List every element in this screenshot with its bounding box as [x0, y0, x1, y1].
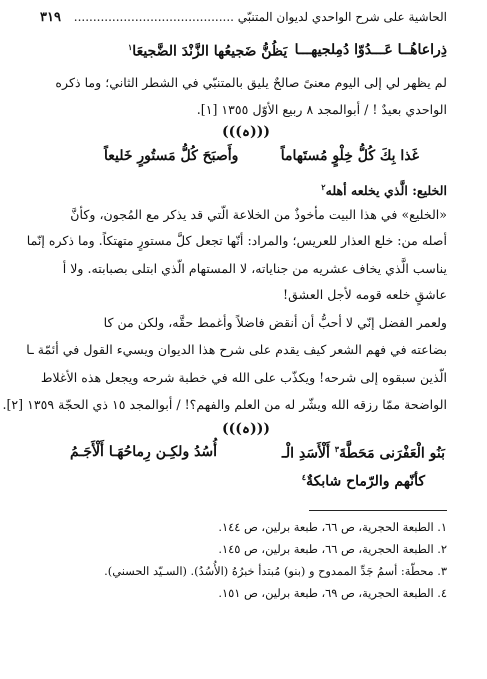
para2-line1: «الخليع» في هذا البيت مأخوذٌ من الخلاعة الّتي قد يذكر مع المُجون، وكأنَّ — [70, 207, 447, 222]
footnote-marker: ٤ — [301, 472, 307, 482]
footnote-marker: ٢ — [321, 182, 326, 192]
para3-line4: الواضحة ممّا رزقه الله ويشّر له من العلم والفهم؟! / أبوالمجد ١٥ ذي الحجّة ١٣٥٩ [٢]. — [2, 397, 447, 412]
footnote-marker: ١ — [128, 42, 133, 52]
para1-line1: لم يظهر لي إلى اليوم معنىً صالحٌ يليق بالمتنبّي في الشطر الثاني؛ وما ذكره — [55, 75, 447, 90]
footnote-1: ١. الطبعة الحجرية، ص ٦٦، طبعة برلين، ص ١٤٤. — [218, 520, 447, 534]
footnote-3: ٣. محطّة: أسمُ جَدِّ الممدوح و (بنو) مُبتدأ خبرُهُ (الأُسُدُ). (السـيّد الحسني). — [104, 564, 447, 578]
verse2-second-hemistich: وأَصبَحَ كُلُّ مَستُورٍ خَليعاً — [104, 148, 239, 164]
running-title: الحاشية على شرح الواحدي لديوان المتنبّي .......................................... — [73, 10, 447, 24]
verse3-continuation: كأنّهم والرّماح شابكةٌ$^٤$ — [301, 472, 425, 490]
footnote-2: ٢. الطبعة الحجرية، ص ٦٦، طبعة برلين، ص ١٤٥. — [218, 542, 447, 556]
verse3-first-hemistich: بَنُو الْعَفْرَنى مَحَطَّةَ$^٣$ أَلْأَسَدِ الْـ — [281, 444, 445, 462]
para3-line3: الّذين سبقوه إلى شرحه! ويكذّب على الله في خطبة شرحه ويجعل هذه الأغلاط — [40, 370, 447, 385]
footnote-divider — [309, 510, 447, 511]
para3-line2: بضاعته في فهم الشعر كيف يقدم على شرح هذا الديوان ويسيء القول في أئمّة ـا — [26, 342, 447, 357]
verse1-second-hemistich: يَظُنُّ ضَجيعُها الزَّنْدَ الضَّجيعَا$^١$ — [128, 42, 288, 60]
verse3-second-hemistich: أُسُدُ ولكِـن رِماحُهَـا أَلْأَجَـمُ — [70, 444, 218, 460]
verse2-first-hemistich: غَذا بِكَ كُلُّ خِلْوٍ مُستَهاماً — [280, 148, 419, 164]
para2-line3: يناسب الَّذي يخاف عشريه من جناياته، لا المستهام الّذي ابتلى بصبابته. ولا أ — [62, 261, 447, 276]
page-header — [40, 10, 447, 28]
para2-line4: عاشقٍ خلعه قومه لأجل العشق! — [283, 287, 447, 302]
para2-line2: أصله من: خلع العذار للعريس؛ والمراد: أنّها تجعل كلَّ مستورٍ متهتكاً. وما ذكره إنّما — [26, 233, 447, 248]
section-ornament: (((ہ))) — [222, 124, 270, 140]
para3-line1: ولعمر الفضل إنّي لا أحبُّ أن أنقض فاضلاً وأغمط حقَّه، ولكن من كا — [103, 315, 447, 330]
gloss-line: الخليع: الَّذي يخلعه أهله$^٢$ — [321, 182, 447, 199]
footnote-4: ٤. الطبعة الحجرية، ص ٦٩، طبعة برلين، ص ١٥١. — [218, 586, 447, 600]
section-ornament: (((ہ))) — [222, 421, 270, 437]
page-number: ٣١٩ — [40, 10, 61, 25]
footnote-marker: ٣ — [334, 444, 340, 454]
para1-line2: الواحدي بعيدٌ ! / أبوالمجد ٨ ربيع الأوّل ١٣٥٥ [١]. — [196, 102, 447, 117]
verse1-first-hemistich: ذِراعاهُــا عَـــدُوّا دُمِلجيهـــا — [294, 42, 447, 58]
